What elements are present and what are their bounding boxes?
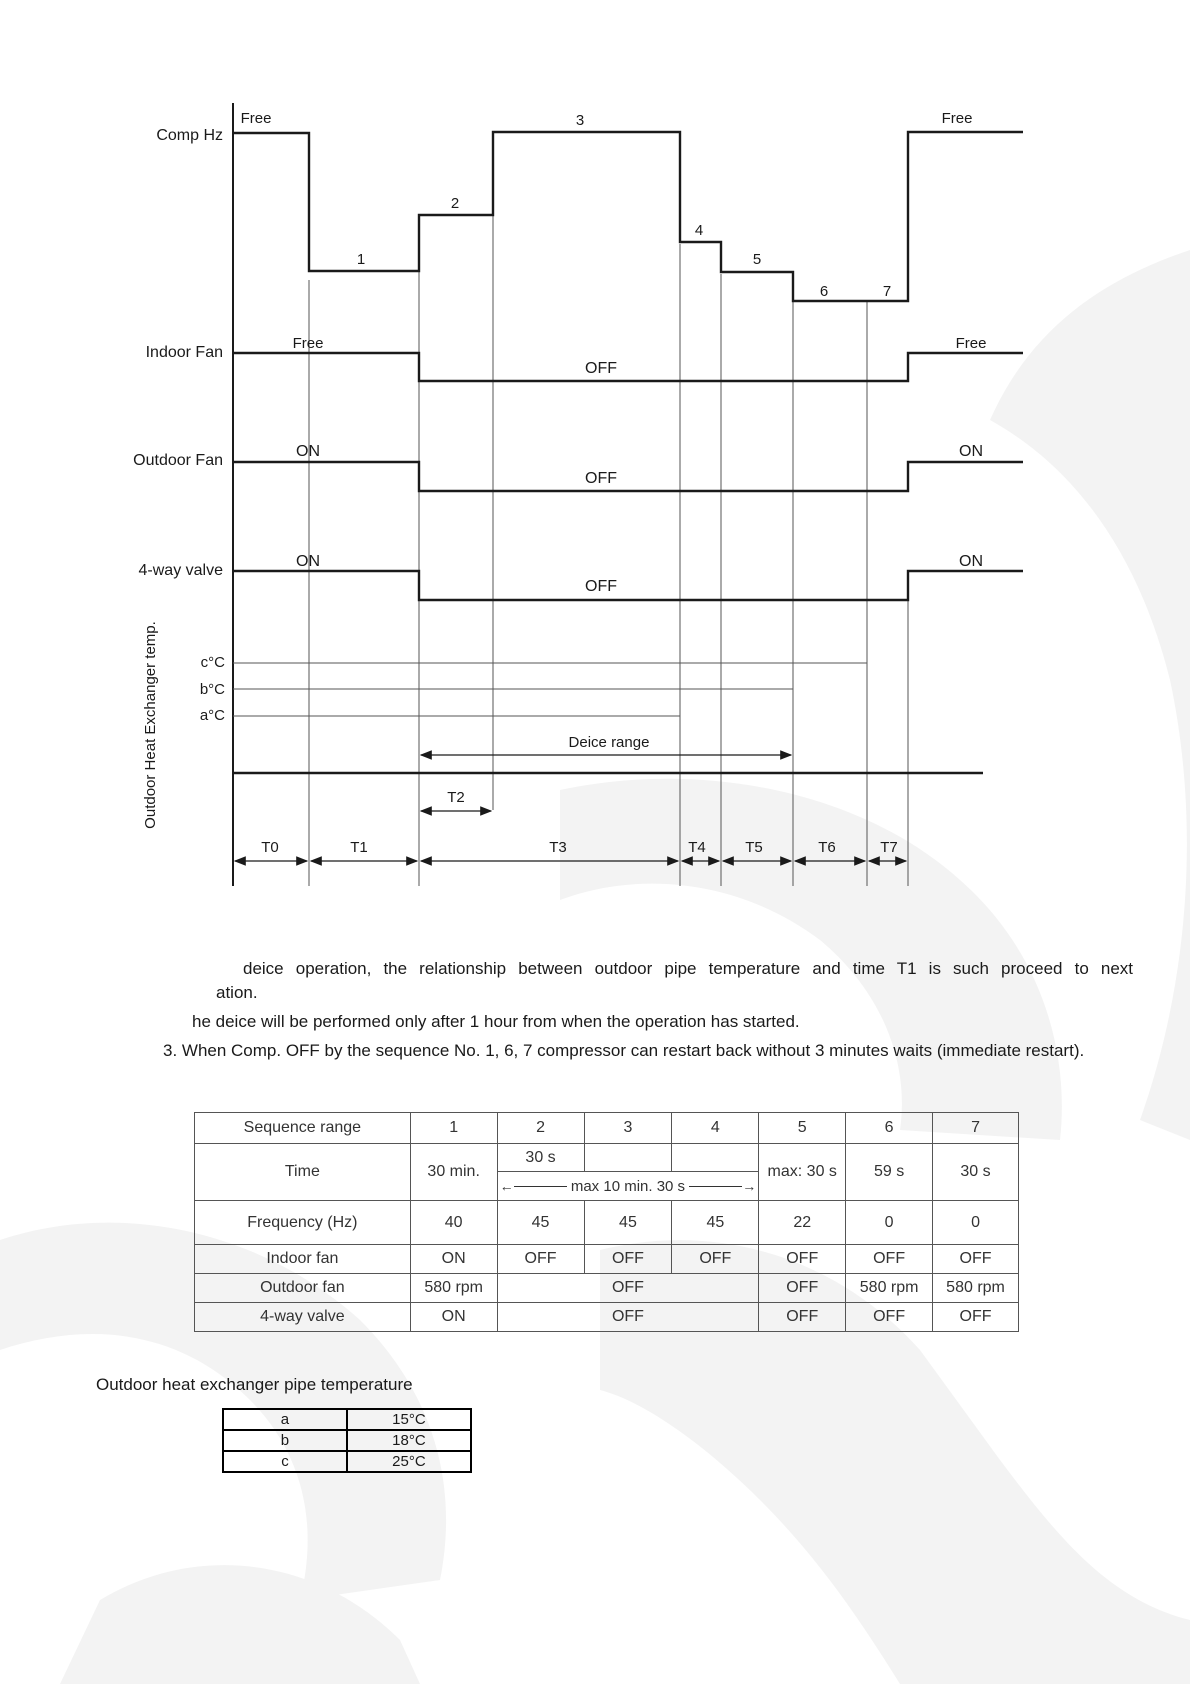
time-seq-1: 30 min. xyxy=(410,1144,497,1201)
sequence-table xyxy=(194,1112,1019,1332)
note-line-2: ation. xyxy=(216,983,258,1002)
outdoor-fan-label: Outdoor fan xyxy=(195,1274,411,1303)
note-line-4: 3. When Comp. OFF by the sequence No. 1, 6, 7 compressor can restart back without 3 minutes waits (immediate restart). xyxy=(163,1041,1085,1060)
frequency-label: Frequency (Hz) xyxy=(195,1201,411,1245)
comp-step-1: 1 xyxy=(356,251,366,268)
four-way-valve-seq-1: ON xyxy=(410,1303,497,1332)
time-span-2-4 xyxy=(497,1172,759,1201)
indoor-fan-seq-5: OFF xyxy=(759,1245,846,1274)
four-way-valve-seq-6: OFF xyxy=(846,1303,933,1332)
table-row xyxy=(195,1144,1019,1172)
indoor-fan-waveform xyxy=(233,353,1023,381)
indoor-fan-seq-3: OFF xyxy=(584,1245,672,1274)
comp-free-left: Free xyxy=(240,110,272,127)
frequency-seq-6: 0 xyxy=(846,1201,933,1245)
table-row xyxy=(223,1409,471,1430)
frequency-seq-2: 45 xyxy=(497,1201,584,1245)
note-line-1: deice operation, the relationship between outdoor pipe temperature and time T1 is such proceed to next xyxy=(243,959,1133,978)
temp-level-c: c°C xyxy=(200,654,225,671)
outdoor-fan-right-state: ON xyxy=(959,443,983,460)
header-seq-6: 6 xyxy=(846,1113,933,1144)
header-seq-1: 1 xyxy=(410,1113,497,1144)
outdoor-fan-span-2-4: OFF xyxy=(497,1274,759,1303)
temp-value-b: 18°C xyxy=(347,1430,471,1451)
frequency-seq-7: 0 xyxy=(933,1201,1019,1245)
label-comp-hz: Comp Hz xyxy=(156,127,223,144)
temp-name-c: c xyxy=(223,1451,347,1472)
time-seq-6: 59 s xyxy=(846,1144,933,1201)
indoor-fan-right-state: Free xyxy=(955,335,987,352)
header-seq-4: 4 xyxy=(672,1113,759,1144)
time-seq-7: 30 s xyxy=(933,1144,1019,1201)
comp-free-right: Free xyxy=(941,110,973,127)
label-indoor-fan: Indoor Fan xyxy=(145,344,223,361)
header-seq-3: 3 xyxy=(584,1113,672,1144)
frequency-seq-5: 22 xyxy=(759,1201,846,1245)
outdoor-fan-seq-6: 580 rpm xyxy=(846,1274,933,1303)
frequency-seq-1: 40 xyxy=(410,1201,497,1245)
header-sequence-range: Sequence range xyxy=(195,1113,411,1144)
arrow-left-icon: ← xyxy=(499,1178,514,1194)
time-label: Time xyxy=(195,1144,411,1201)
comp-step-5: 5 xyxy=(752,251,762,268)
t2-label: T2 xyxy=(447,789,465,806)
table-row xyxy=(195,1113,1019,1144)
outdoor-fan-seq-7: 580 rpm xyxy=(933,1274,1019,1303)
temperature-level-lines xyxy=(233,663,867,716)
outdoor-fan-waveform xyxy=(233,462,1023,491)
time-seq-4 xyxy=(672,1144,759,1172)
temp-value-c: 25°C xyxy=(347,1451,471,1472)
valve-right-state: ON xyxy=(959,553,983,570)
label-vertical-axis: Outdoor Heat Exchanger temp. xyxy=(142,621,159,829)
four-way-valve-seq-7: OFF xyxy=(933,1303,1019,1332)
outdoor-fan-left-state: ON xyxy=(296,443,320,460)
frequency-seq-3: 45 xyxy=(584,1201,672,1245)
period-t6: T6 xyxy=(818,839,836,856)
period-t7: T7 xyxy=(880,839,898,856)
time-seq-3 xyxy=(584,1144,672,1172)
comp-step-4: 4 xyxy=(694,222,704,239)
temperature-table xyxy=(222,1408,472,1473)
outdoor-fan-middle-state: OFF xyxy=(585,470,617,487)
deice-range-label: Deice range xyxy=(568,734,650,751)
time-span-label: max 10 min. 30 s xyxy=(570,1177,686,1195)
indoor-fan-left-state: Free xyxy=(292,335,324,352)
comp-step-3: 3 xyxy=(575,112,585,129)
table-row xyxy=(195,1274,1019,1303)
time-seq-2: 30 s xyxy=(497,1144,584,1172)
indoor-fan-seq-6: OFF xyxy=(846,1245,933,1274)
four-way-valve-waveform xyxy=(233,571,1023,600)
period-t1: T1 xyxy=(350,839,368,856)
four-way-valve-seq-5: OFF xyxy=(759,1303,846,1332)
temp-value-a: 15°C xyxy=(347,1409,471,1430)
indoor-fan-seq-1: ON xyxy=(410,1245,497,1274)
header-seq-7: 7 xyxy=(933,1113,1019,1144)
four-way-valve-label: 4-way valve xyxy=(195,1303,411,1332)
frequency-seq-4: 45 xyxy=(672,1201,759,1245)
indoor-fan-seq-4: OFF xyxy=(672,1245,759,1274)
outdoor-fan-seq-5: OFF xyxy=(759,1274,846,1303)
temp-level-b: b°C xyxy=(199,681,225,698)
table-row xyxy=(195,1303,1019,1332)
period-t0: T0 xyxy=(261,839,279,856)
outdoor-fan-seq-1: 580 rpm xyxy=(410,1274,497,1303)
temperature-caption: Outdoor heat exchanger pipe temperature xyxy=(96,1375,413,1394)
comp-step-2: 2 xyxy=(450,195,460,212)
indoor-fan-seq-2: OFF xyxy=(497,1245,584,1274)
period-t5: T5 xyxy=(745,839,763,856)
header-seq-5: 5 xyxy=(759,1113,846,1144)
four-way-valve-span-2-4: OFF xyxy=(497,1303,759,1332)
valve-middle-state: OFF xyxy=(585,578,617,595)
indoor-fan-seq-7: OFF xyxy=(933,1245,1019,1274)
label-four-way-valve: 4-way valve xyxy=(138,562,223,579)
indoor-fan-label: Indoor fan xyxy=(195,1245,411,1274)
table-row xyxy=(195,1201,1019,1245)
period-t4: T4 xyxy=(688,839,706,856)
period-t3: T3 xyxy=(549,839,567,856)
note-line-3: he deice will be performed only after 1 hour from when the operation has started. xyxy=(192,1012,800,1031)
comp-step-7: 7 xyxy=(882,283,892,300)
comp-hz-waveform xyxy=(233,132,1023,301)
header-seq-2: 2 xyxy=(497,1113,584,1144)
table-row xyxy=(223,1430,471,1451)
table-row xyxy=(223,1451,471,1472)
temp-name-a: a xyxy=(223,1409,347,1430)
table-row xyxy=(195,1245,1019,1274)
time-seq-5: max: 30 s xyxy=(759,1144,846,1201)
temp-level-a: a°C xyxy=(199,707,225,724)
indoor-fan-middle-state: OFF xyxy=(585,360,617,377)
time-guide-lines xyxy=(309,216,908,886)
temp-name-b: b xyxy=(223,1430,347,1451)
comp-step-6: 6 xyxy=(819,283,829,300)
valve-left-state: ON xyxy=(296,553,320,570)
label-outdoor-fan: Outdoor Fan xyxy=(133,452,223,469)
arrow-right-icon: → xyxy=(742,1178,757,1194)
